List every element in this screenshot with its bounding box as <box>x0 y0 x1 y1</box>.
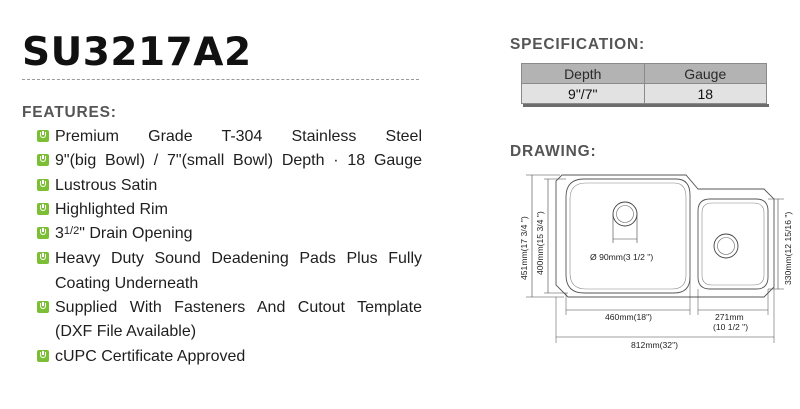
power-bullet-icon <box>37 227 49 239</box>
feature-label: Premium Grade T-304 Stainless Steel <box>55 128 422 145</box>
feature-label-continued: Coating Underneath <box>55 274 199 292</box>
feature-item-certificate <box>37 345 422 369</box>
big-bowl-outline <box>566 179 690 293</box>
feature-label-fraction: 1/2 <box>63 225 80 238</box>
spec-table-shadow <box>523 104 769 107</box>
overall-width-label: 812mm(32") <box>631 340 678 350</box>
feature-label-number: 3 <box>55 225 64 243</box>
features-heading: FEATURES: <box>22 104 117 121</box>
small-bowl-outline <box>698 199 768 289</box>
feature-label: 9"(big Bowl) / 7"(small Bowl) Depth · 18 Gauge <box>55 152 422 170</box>
feature-item-depth-gauge <box>37 149 422 173</box>
title-divider <box>22 79 419 80</box>
spec-value-gauge: 18 <box>644 84 767 104</box>
feature-item-drain <box>37 222 422 247</box>
feature-item-fasteners <box>37 296 422 320</box>
feature-item-finish <box>37 174 422 198</box>
power-bullet-icon <box>37 179 49 191</box>
power-bullet-icon <box>37 252 49 264</box>
spec-value-depth: 9"/7" <box>522 84 645 104</box>
big-bowl-width-label: 460mm(18") <box>605 312 652 322</box>
feature-label: Lustrous Satin <box>55 176 158 194</box>
feature-label: Supplied With Fasteners And Cutout Template <box>55 299 422 317</box>
feature-item-fasteners-cont <box>37 320 422 344</box>
feature-item-pads-cont <box>37 272 422 296</box>
specification-table <box>521 63 767 104</box>
feature-label: cUPC Certificate Approved <box>55 347 246 365</box>
spec-col-depth: Depth <box>522 64 645 84</box>
big-bowl-depth-label: 400mm(15 3/4 ") <box>535 211 545 275</box>
small-bowl-depth-label: 330mm(12 15/16 ") <box>783 211 793 285</box>
power-bullet-icon <box>37 301 49 313</box>
power-bullet-icon <box>37 350 49 362</box>
feature-item-rim <box>37 198 422 222</box>
sink-outer-rim <box>556 175 774 297</box>
feature-list <box>37 125 422 369</box>
product-model-title: SU3217A2 <box>22 30 252 75</box>
feature-label-continued: (DXF File Available) <box>55 323 197 341</box>
power-bullet-icon <box>37 203 49 215</box>
overall-depth-label: 451mm(17 3/4 ") <box>519 216 529 280</box>
small-bowl-drain-inner <box>718 238 735 255</box>
feature-label: Highlighted Rim <box>55 200 168 218</box>
small-bowl-inner <box>702 203 764 285</box>
feature-label-rest: " Drain Opening <box>79 225 193 243</box>
specification-heading: SPECIFICATION: <box>510 36 645 53</box>
small-bowl-width-label: 271mm <box>715 312 744 322</box>
spec-value-row <box>522 84 767 104</box>
spec-header-row <box>522 64 767 84</box>
drain-dimension-label: Ø 90mm(3 1/2 ") <box>590 252 654 262</box>
sink-drawing <box>508 165 798 355</box>
small-bowl-width-inches: (10 1/2 ") <box>713 322 749 332</box>
drawing-heading: DRAWING: <box>510 143 597 160</box>
power-bullet-icon <box>37 130 49 142</box>
feature-label: Heavy Duty Sound Deadening Pads Plus Fully <box>55 250 422 268</box>
spec-col-gauge: Gauge <box>644 64 767 84</box>
feature-item-material <box>37 125 422 149</box>
power-bullet-icon <box>37 154 49 166</box>
feature-item-pads <box>37 247 422 271</box>
big-bowl-drain-inner <box>617 206 634 223</box>
big-bowl-inner <box>570 183 686 289</box>
